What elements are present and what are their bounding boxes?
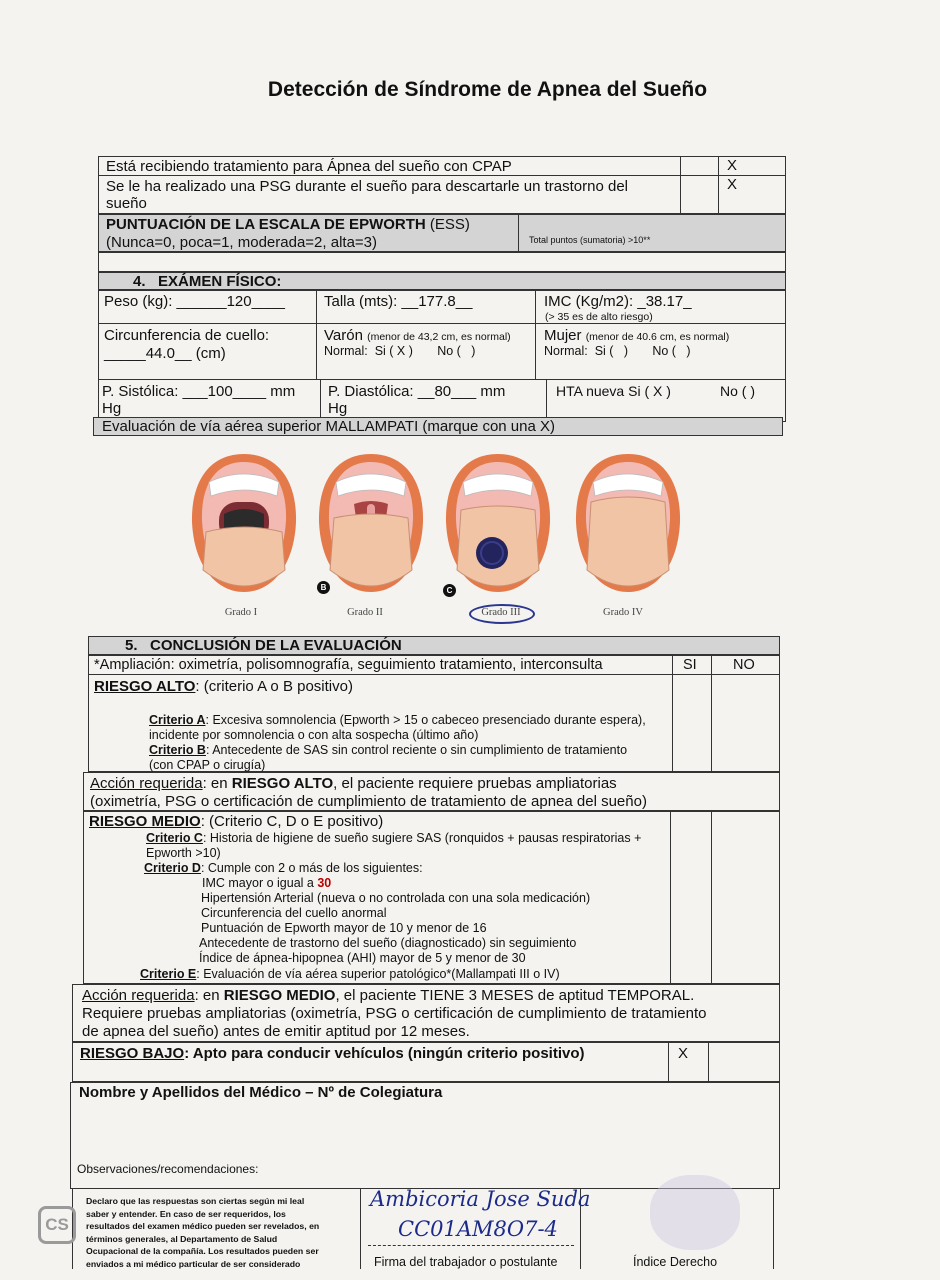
exam-header-text: EXÁMEN FÍSICO: bbox=[158, 273, 282, 290]
conclusion-header-num: 5. bbox=[125, 637, 138, 654]
imc-label: IMC (Kg/m2): bbox=[544, 293, 634, 310]
epworth-title: PUNTUACIÓN DE LA ESCALA DE EPWORTH bbox=[106, 216, 426, 233]
diastolica-field: P. Diastólica: __80___ mm bbox=[328, 383, 506, 400]
cpap-question: Está recibiendo tratamiento para Ápnea del sueño con CPAP bbox=[106, 158, 512, 175]
sistolica-unit-hg: Hg bbox=[102, 400, 122, 417]
conclusion-header bbox=[125, 637, 402, 654]
observaciones-label: Observaciones/recomendaciones: bbox=[77, 1162, 259, 1176]
riesgo-alto-title bbox=[94, 678, 353, 695]
declaro-line: resultados del examen médico pueden ser revelados, en bbox=[86, 1221, 320, 1232]
riesgo-medio-title bbox=[89, 813, 383, 830]
peso-label: Peso (kg): bbox=[104, 293, 173, 310]
declaro-line: términos generales, al Departamento de Salud bbox=[86, 1233, 278, 1244]
mujer-note: (menor de 40.6 cm, es normal) bbox=[585, 331, 730, 343]
accion-alto-bold: RIESGO ALTO bbox=[231, 775, 334, 792]
spacer-row bbox=[98, 252, 786, 272]
declaro-line: Declaro que las respuestas son ciertas según mi leal bbox=[86, 1196, 305, 1206]
badge-c: C bbox=[443, 584, 456, 597]
criterio-d-item: Hipertensión Arterial (nueva o no controlada con una sola medicación) bbox=[201, 891, 591, 905]
criterio-b-text-2: (con CPAP o cirugía) bbox=[149, 758, 266, 772]
exam-header-num: 4. bbox=[133, 273, 146, 290]
epworth-total: Total puntos (sumatoria) >10** bbox=[529, 235, 651, 245]
riesgo-bajo-text bbox=[80, 1045, 585, 1062]
criterio-d-imc-value: 30 bbox=[317, 876, 332, 890]
grade-2-label: Grado II bbox=[347, 607, 383, 618]
peso-value[interactable]: 120 bbox=[226, 293, 252, 310]
riesgo-alto-label: RIESGO ALTO bbox=[94, 678, 196, 695]
grade-3-label: Grado III bbox=[481, 607, 521, 618]
accion-alto-line-1 bbox=[90, 775, 617, 792]
accion-alto-line-2: (oximetría, PSG o certificación de cumplimiento de tratamiento de apnea del sueño) bbox=[90, 793, 647, 810]
criterio-e bbox=[140, 967, 560, 982]
psg-question: Se le ha realizado una PSG durante el sueño para descartarle un trastorno del sueño bbox=[106, 178, 628, 212]
diastolica-value[interactable]: 80 bbox=[434, 383, 452, 400]
accion-medio-post: , el paciente TIENE 3 MESES de aptitud TEMPORAL. bbox=[335, 987, 695, 1004]
cuello-value[interactable]: 44.0 bbox=[145, 345, 175, 362]
varon-label: Varón bbox=[324, 327, 363, 344]
diastolica-unit-mm: mm bbox=[480, 383, 506, 400]
mallampati-header: Evaluación de vía aérea superior MALLAMPATI (marque con una X) bbox=[102, 418, 556, 435]
declaro-text bbox=[86, 1195, 319, 1271]
sistolica-unit-mm: mm bbox=[270, 383, 296, 400]
varon-note: (menor de 43,2 cm, es normal) bbox=[367, 331, 511, 343]
sistolica-label: P. Sistólica: bbox=[102, 383, 179, 400]
diastolica-unit-hg: Hg bbox=[328, 400, 348, 417]
criterio-c-text-2: Epworth >10) bbox=[146, 846, 221, 860]
document-title: Detección de Síndrome de Apnea del Sueño bbox=[267, 78, 708, 101]
handwritten-id: CC01AM8O7-4 bbox=[398, 1217, 558, 1241]
criterio-a-text-2: incidente por somnolencia o con alta sospecha (último año) bbox=[149, 728, 479, 742]
criterio-c-text: : Historia de higiene de sueño sugiere SAS (ronquidos + pausas respiratorias + bbox=[202, 831, 642, 845]
sistolica-field: P. Sistólica: ___100____ mm bbox=[102, 383, 296, 400]
grade-4-label: Grado IV bbox=[603, 607, 643, 618]
criterio-d-item: Puntuación de Epworth mayor de 10 y menor de 16 bbox=[201, 921, 487, 935]
cuello-unit: (cm) bbox=[195, 345, 226, 362]
criterio-d-item: Antecedente de trastorno del sueño (diagnosticado) sin seguimiento bbox=[199, 936, 577, 950]
fingerprint-mark bbox=[650, 1175, 740, 1250]
psg-mark[interactable]: X bbox=[727, 176, 738, 193]
diastolica-label: P. Diastólica: bbox=[328, 383, 414, 400]
accion-medio-line-3: de apnea del sueño) antes de emitir aptitud por 12 meses. bbox=[82, 1023, 470, 1040]
criterio-e-label: Criterio E bbox=[140, 967, 197, 981]
mujer-label: Mujer bbox=[544, 327, 582, 344]
mujer-normal[interactable]: Normal: Si ( ) No ( ) bbox=[544, 344, 691, 358]
badge-b: B bbox=[317, 581, 330, 594]
accion-alto-post: , el paciente requiere pruebas ampliatorias bbox=[333, 775, 617, 792]
handwritten-name: Ambicoria Jose Suda bbox=[370, 1187, 591, 1211]
hta-no[interactable]: No ( ) bbox=[720, 383, 755, 399]
ampliacion-text: *Ampliación: oximetría, polisomnografía, seguimiento tratamiento, interconsulta bbox=[94, 657, 603, 673]
hta-field[interactable]: HTA nueva Si ( X ) bbox=[556, 383, 671, 399]
riesgo-medio-sub: : (Criterio C, D o E positivo) bbox=[200, 813, 384, 830]
declaro-line: saber y entender. En caso de ser requeridos, los bbox=[86, 1208, 286, 1219]
medico-label: Nombre y Apellidos del Médico – Nº de Colegiatura bbox=[79, 1084, 443, 1101]
riesgo-alto-sub: : (criterio A o B positivo) bbox=[195, 678, 353, 695]
si-header: SI bbox=[683, 657, 697, 673]
talla-label: Talla (mts): bbox=[324, 293, 398, 310]
criterio-b bbox=[149, 743, 627, 758]
sistolica-value[interactable]: 100 bbox=[207, 383, 233, 400]
mallampati-grade-2-image[interactable] bbox=[316, 452, 426, 602]
accion-medio-line-2: Requiere pruebas ampliatorias (oximetría, PSG o certificación de cumplimiento de tratamiento bbox=[82, 1005, 707, 1022]
criterio-b-text: : Antecedente de SAS sin control reciente o sin cumplimiento de tratamiento bbox=[205, 743, 628, 757]
accion-alto-label: Acción requerida bbox=[90, 775, 203, 792]
accion-medio-line-1 bbox=[82, 987, 694, 1004]
firma-label: Firma del trabajador o postulante bbox=[374, 1255, 558, 1269]
varon-normal[interactable]: Normal: Si ( X ) No ( ) bbox=[324, 344, 476, 358]
cuello-field: _____44.0__ (cm) bbox=[104, 345, 226, 362]
mallampati-grade-3-image[interactable] bbox=[443, 452, 553, 602]
criterio-d-text: : Cumple con 2 o más de los siguientes: bbox=[200, 861, 423, 875]
accion-alto-pre: : en bbox=[202, 775, 232, 792]
criterio-c bbox=[146, 831, 641, 846]
criterio-a bbox=[149, 713, 646, 728]
grade-3-selection-circle bbox=[469, 604, 535, 624]
criterio-d-item: Índice de ápnea-hipopnea (AHI) mayor de 5 y menor de 30 bbox=[199, 951, 526, 965]
riesgo-bajo-label: RIESGO BAJO bbox=[80, 1045, 185, 1062]
accion-medio-label: Acción requerida bbox=[82, 987, 195, 1004]
epworth-scale: (Nunca=0, poca=1, moderada=2, alta=3) bbox=[106, 234, 378, 251]
epworth-ess: (ESS) bbox=[429, 216, 470, 233]
declaro-line: enviados a mi médico particular de ser considerado bbox=[86, 1258, 301, 1269]
grade-1-label: Grado I bbox=[224, 607, 258, 618]
riesgo-bajo-mark[interactable]: X bbox=[678, 1045, 689, 1062]
criterio-d-imc-text: IMC mayor o igual a bbox=[202, 876, 318, 890]
criterio-d bbox=[144, 861, 423, 876]
riesgo-bajo-desc: : Apto para conducir vehículos (ningún criterio positivo) bbox=[184, 1045, 585, 1062]
peso-field: Peso (kg): ______120____ bbox=[104, 293, 285, 310]
camscanner-logo: CS bbox=[38, 1206, 76, 1244]
indice-label: Índice Derecho bbox=[633, 1255, 718, 1269]
imc-value[interactable]: 38.17 bbox=[645, 293, 684, 310]
mallampati-grade-1-image[interactable] bbox=[189, 452, 299, 602]
declaro-line: Ocupacional de la compañía. Los resultados pueden ser bbox=[86, 1246, 319, 1257]
talla-value[interactable]: 177.8 bbox=[418, 293, 456, 310]
no-header: NO bbox=[733, 657, 755, 673]
exam-header bbox=[133, 273, 281, 290]
criterio-a-label: Criterio A bbox=[149, 713, 206, 727]
criterio-c-label: Criterio C bbox=[146, 831, 203, 845]
imc-field: IMC (Kg/m2): _38.17_ bbox=[544, 293, 692, 310]
criterio-a-text: : Excesiva somnolencia (Epworth > 15 o cabeceo presenciado durante espera), bbox=[205, 713, 646, 727]
riesgo-medio-label: RIESGO MEDIO bbox=[89, 813, 201, 830]
accion-medio-bold: RIESGO MEDIO bbox=[223, 987, 336, 1004]
criterio-e-text: : Evaluación de vía aérea superior patológico*(Mallampati III o IV) bbox=[196, 967, 560, 981]
accion-medio-pre: : en bbox=[194, 987, 224, 1004]
criterio-b-label: Criterio B bbox=[149, 743, 206, 757]
criterio-d-item: Circunferencia del cuello anormal bbox=[201, 906, 387, 920]
criterio-d-imc bbox=[202, 876, 331, 891]
conclusion-header-text: CONCLUSIÓN DE LA EVALUACIÓN bbox=[150, 637, 402, 654]
cuello-label: Circunferencia de cuello: bbox=[104, 327, 270, 344]
talla-field: Talla (mts): __177.8__ bbox=[324, 293, 473, 310]
mallampati-grade-4-image[interactable] bbox=[573, 452, 683, 602]
cpap-mark[interactable]: X bbox=[727, 157, 738, 174]
criterio-d-label: Criterio D bbox=[144, 861, 201, 875]
imc-note: (> 35 es de alto riesgo) bbox=[545, 311, 653, 323]
epworth-title-line bbox=[106, 216, 470, 233]
